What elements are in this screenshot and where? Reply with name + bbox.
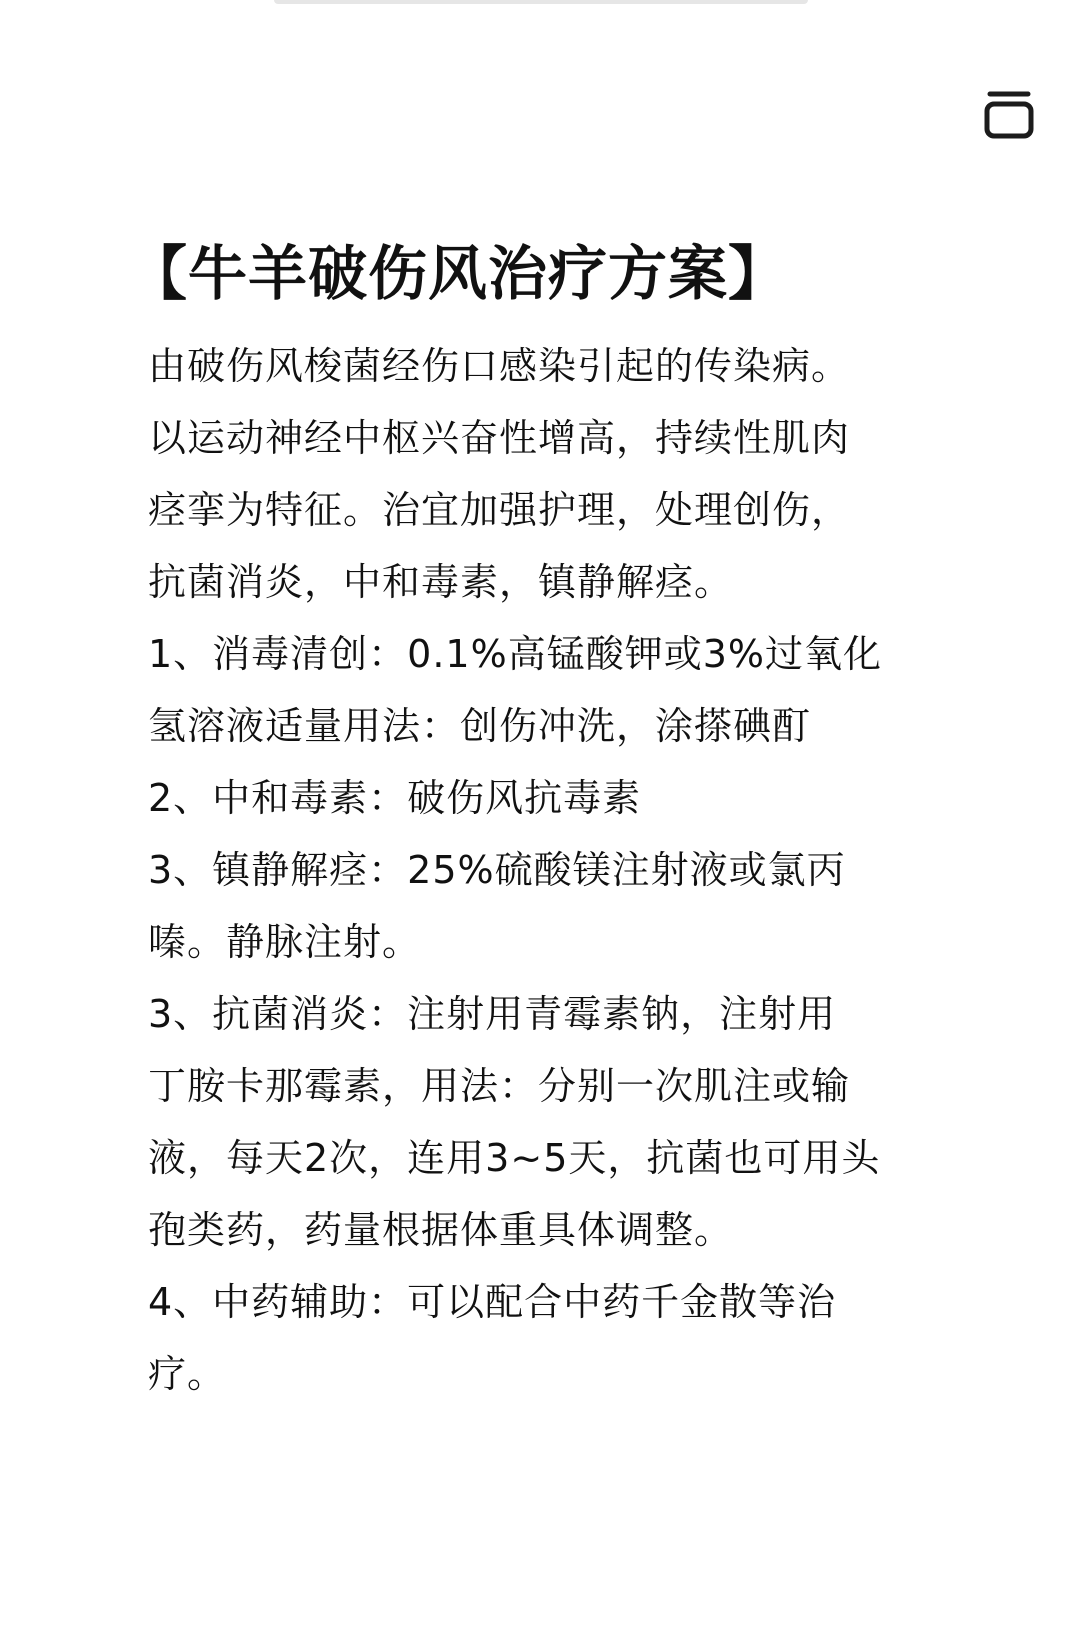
text-line: 1、消毒清创：0.1%高锰酸钾或3%过氧化 [148, 632, 883, 676]
text-line: 氢溶液适量用法：创伤冲洗，涂搽碘酊 [148, 704, 812, 748]
top-drag-handle[interactable] [274, 0, 808, 4]
text-line: 嗪。静脉注射。 [148, 920, 422, 964]
article-body [148, 330, 948, 1410]
text-line: 孢类药，药量根据体重具体调整。 [148, 1208, 734, 1252]
text-line: 3、抗菌消炎：注射用青霉素钠，注射用 [148, 992, 837, 1036]
text-line: 由破伤风梭菌经伤口感染引起的传染病。 [148, 344, 851, 388]
text-line: 丁胺卡那霉素，用法：分别一次肌注或输 [148, 1064, 851, 1108]
text-line: 4、中药辅助：可以配合中药千金散等治 [148, 1280, 837, 1324]
text-line: 痉挛为特征。治宜加强护理，处理创伤， [148, 488, 851, 532]
text-line: 2、中和毒素：破伤风抗毒素 [148, 776, 642, 820]
text-line: 疗。 [148, 1352, 227, 1396]
tabs-icon [982, 88, 1036, 140]
text-line: 3、镇静解痉：25%硫酸镁注射液或氯丙 [148, 848, 846, 892]
article-title: 【牛羊破伤风治疗方案】 [128, 239, 789, 308]
text-line: 液，每天2次，连用3~5天，抗菌也可用头 [148, 1136, 881, 1180]
tabs-button[interactable] [982, 88, 1036, 140]
article [128, 232, 948, 1410]
text-line: 抗菌消炎，中和毒素，镇静解痉。 [148, 560, 734, 604]
text-line: 以运动神经中枢兴奋性增高，持续性肌肉 [148, 416, 851, 460]
